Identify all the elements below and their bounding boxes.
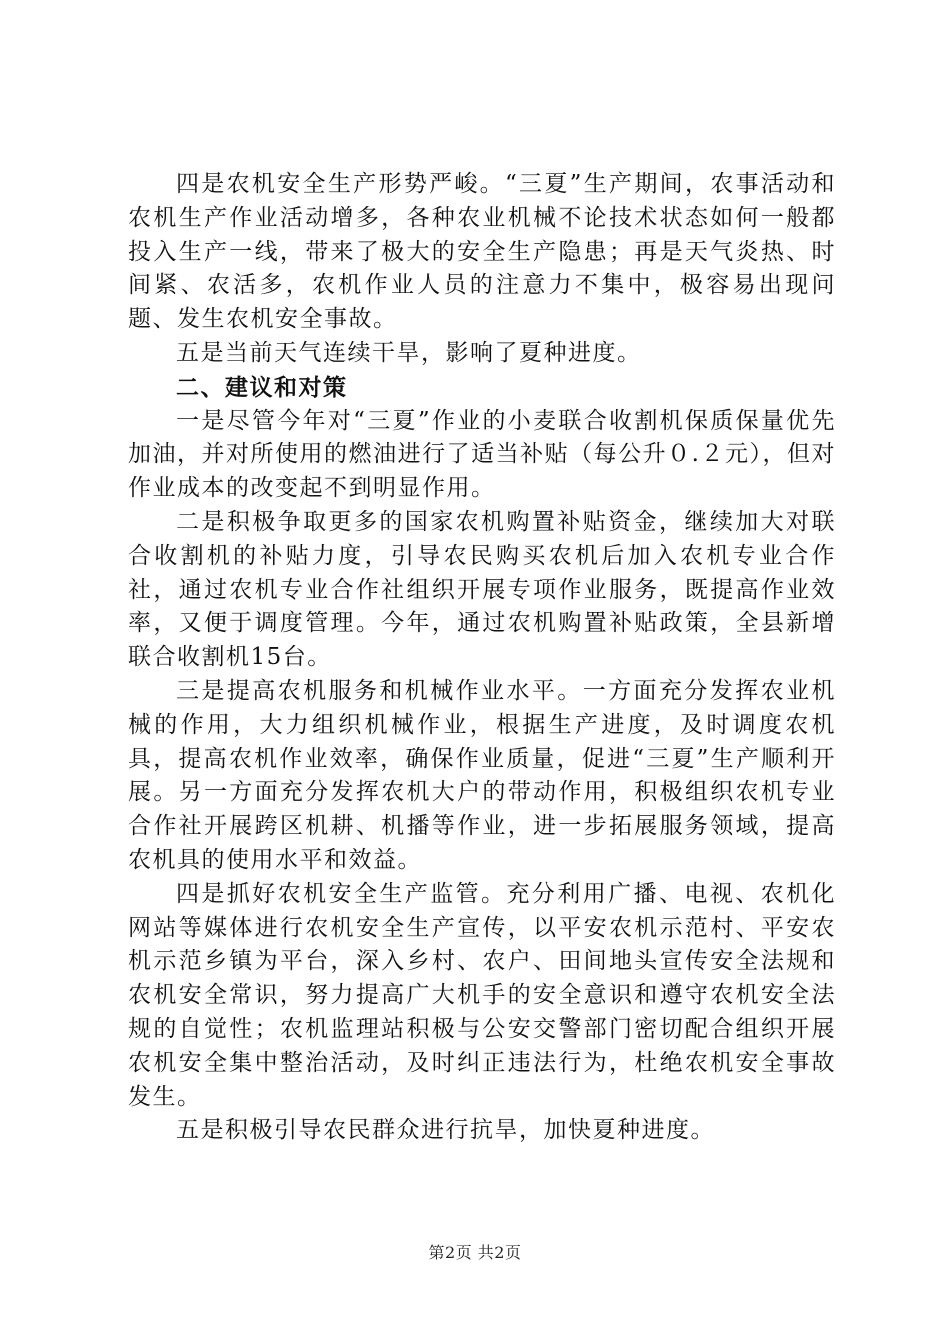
suggestion-fuel-subsidy: 一是尽管今年对“三夏”作业的小麦联合收割机保质保量优先加油，并对所使用的燃油进行了适当补贴（每公升０.２元），但对作业成本的改变起不到明显作用。: [128, 407, 836, 502]
suggestion-service-level: 三是提高农机服务和机械作业水平。一方面充分发挥农业机械的作用，大力组织机械作业，根据生产进度，及时调度农机具，提高农机作业效率，确保作业质量，促进“三夏”生产顺利开展。另一方面充分发挥农机大户的带动作用，积极组织农机专业合作社开展跨区机耕、机播等作业，进一步拓展服务领域，提高农机具的使用水平和效益。: [128, 677, 836, 873]
suggestion-drought-relief: 五是积极引导农民群众进行抗旱，加快夏种进度。: [176, 1117, 715, 1144]
suggestion-safety-supervision: 四是抓好农机安全生产监管。充分利用广播、电视、农机化网站等媒体进行农机安全生产宣传，以平安农机示范村、平安农机示范乡镇为平台，深入乡村、农户、田间地头宣传安全法规和农机安全常识，努力提高广大机手的安全意识和遵守农机安全法规的自觉性；农机监理站积极与公安交警部门密切配合组织开展农机安全集中整治活动，及时纠正违法行为，杜绝农机安全事故发生。: [128, 880, 836, 1110]
paragraph-drought: 五是当前天气连续干旱，影响了夏种进度。: [176, 339, 642, 366]
paragraph-farm-safety: 四是农机安全生产形势严峻。“三夏”生产期间，农事活动和农机生产作业活动增多，各种农业机械不论技术状态如何一般都投入生产一线，带来了极大的安全生产隐患；再是天气炎热、时间紧、农活多，农机作业人员的注意力不集中，极容易出现问题、发生农机安全事故。: [128, 171, 836, 333]
suggestion-purchase-subsidy: 二是积极争取更多的国家农机购置补贴资金，继续加大对联合收割机的补贴力度，引导农民购买农机后加入农机专业合作社，通过农机专业合作社组织开展专项作业服务，既提高作业效率，又便于调度管理。今年，通过农机购置补贴政策，全县新增联合收割机15台。: [128, 508, 836, 671]
section-heading: 二、建议和对策: [176, 373, 348, 401]
page-number-footer: 第2页 共2页: [428, 1243, 522, 1262]
document-body: [128, 168, 836, 1148]
